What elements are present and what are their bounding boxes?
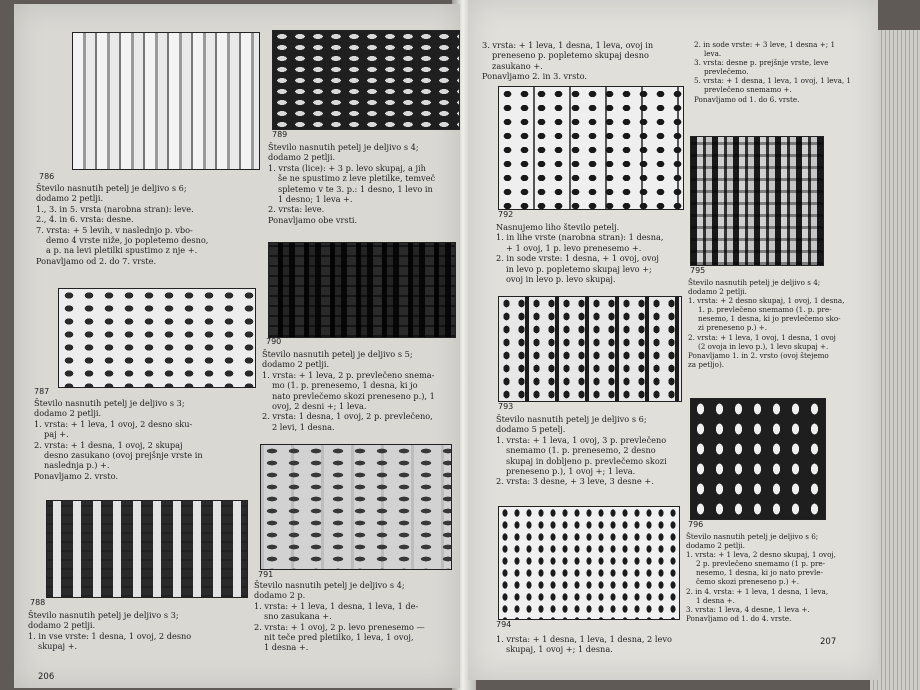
text-line: preneseno p.), 1 ovoj +; 1 leva. (506, 466, 636, 477)
text-line: 1. in lihe vrste (narobna stran): 1 desna, (496, 232, 664, 243)
text-line: Ponavljamo 2. in 3. vrsto. (482, 71, 587, 82)
text-line: dodamo 5 petelj. (496, 424, 566, 435)
text-line: čemo skozi preneseno p.) +. (696, 577, 800, 587)
knit-photo-791 (260, 444, 452, 570)
text-line: dodamo 2 petlji. (28, 620, 96, 631)
text-line: skupaj, 1 ovoj +; 1 desna. (506, 644, 613, 655)
text-line: 1. vrsta: + 1 leva, 2 p. prevlečeno snema- (262, 369, 435, 380)
text-line: Število nasnutih petelj je deljivo s 6; (36, 183, 187, 193)
figure-number: 790 (266, 337, 282, 346)
text-line: prevlečeno snemamo +. (704, 85, 792, 95)
pattern-text-796 (686, 532, 836, 623)
pattern-text-788 (28, 610, 191, 652)
text-line: spletemo v te 3. p.: 1 desno, 1 levo in (278, 183, 433, 194)
knit-photo-794 (498, 506, 680, 620)
text-line: Število nasnutih petelj je deljivo s 4; (688, 278, 821, 287)
text-line: 3. vrsta: desne p. prejšnje vrste, leve (694, 58, 829, 68)
knit-photo-795 (690, 136, 824, 266)
text-line: 2. in 4. vrsta: + 1 leva, 1 desna, 1 leva, (686, 586, 829, 596)
text-line: 1. vrsta: + 1 leva, 1 desna, 1 leva, 1 de- (254, 600, 419, 611)
text-line: 1. vrsta: + 1 leva, 1 ovoj, 2 desno sku- (34, 418, 193, 429)
knit-photo-796 (690, 398, 826, 520)
text-line: 1. vrsta: + 2 desno skupaj, 1 ovoj, 1 desna, (688, 296, 845, 306)
pattern-text-792 (496, 222, 664, 284)
text-line: Število nasnutih petelj je deljivo s 5; (262, 349, 413, 359)
text-line: a p. na levi pletilki spustimo z nje +. (46, 245, 198, 256)
text-line: Ponavljamo 1. in 2. vrsto (ovoj štejemo (688, 350, 829, 360)
figure-number: 789 (272, 130, 288, 139)
pattern-text-795 (688, 278, 844, 369)
text-line: snemamo (1. p. prenesemo, 2 desno (506, 445, 656, 456)
right-page (468, 0, 878, 680)
text-line: skupaj +. (38, 641, 78, 652)
text-line: skupaj in dobljeno p. prevlečemo skozi (506, 455, 667, 466)
text-line: 1. in vse vrste: 1 desna, 1 ovoj, 2 desno (28, 630, 192, 641)
text-line: ovoj in levo p. levo skupaj. (506, 274, 616, 285)
knit-photo-793 (498, 296, 682, 402)
figure-number: 795 (690, 266, 706, 275)
pattern-text-786 (36, 183, 208, 266)
text-line: 2. in sode vrste: + 3 leve, 1 desna +; 1 (694, 40, 836, 49)
text-line: 2. vrsta: + 1 desna, 1 ovoj, 2 skupaj (34, 439, 183, 450)
text-line: 3. vrsta: + 1 leva, 1 desna, 1 leva, ovoj in (482, 40, 654, 50)
text-line: dodamo 2 petlji. (268, 152, 336, 163)
text-line: Nasnujemo liho število petelj. (496, 222, 620, 232)
figure-number: 786 (39, 172, 55, 181)
text-line: 2. in sode vrste: 1 desna, + 1 ovoj, ovoj (496, 253, 659, 264)
knit-photo-788 (46, 500, 248, 598)
text-line: Število nasnutih petelj je deljivo s 4; (254, 580, 405, 590)
knit-photo-789 (272, 30, 460, 130)
text-line: 1. vrsta: + 1 leva, 1 ovoj, 3 p. prevlečeno (496, 434, 667, 445)
figure-number: 792 (498, 210, 514, 219)
text-line: dodamo 2 petlji. (34, 408, 102, 419)
pattern-text-793 (496, 414, 667, 487)
text-line: sno zasukana +. (264, 611, 332, 622)
text-line: 1. vrsta: + 1 desna, 1 leva, 1 desna, 2 levo (496, 634, 672, 644)
text-line: 2. vrsta: 3 desne, + 3 leve, 3 desne +. (496, 476, 654, 487)
text-line: dodamo 2 petlji. (262, 359, 330, 370)
text-line: dodamo 2 petlji. (36, 193, 104, 204)
text-line: nit teče pred pletilko, 1 leva, 1 ovoj, (264, 632, 414, 643)
text-line: 3. vrsta: 1 leva, 4 desne, 1 leva +. (686, 604, 810, 614)
text-line: Število nasnutih petelj je deljivo s 3; (28, 610, 179, 620)
figure-number: 793 (498, 402, 514, 411)
text-line: 2., 4. in 6. vrsta: desne. (36, 214, 134, 225)
text-line: zi preneseno p.) +. (698, 323, 768, 333)
knit-photo-790 (268, 242, 456, 338)
knit-photo-786 (72, 32, 260, 170)
text-line: nato prevlečemo skozi preneseno p.), 1 (272, 390, 435, 401)
figure-number: 796 (688, 520, 704, 529)
page-number: 206 (38, 672, 55, 682)
text-line: dodamo 2 petlji. (688, 287, 747, 297)
text-line: prevlečemo. (704, 67, 749, 77)
continued-text (694, 40, 851, 104)
text-line: zasukano +. (492, 60, 543, 71)
figure-number: 788 (30, 598, 46, 607)
text-line: demo 4 vrste niže, jo popletemo desno, (46, 235, 209, 246)
text-line: (2 ovoja in levo p.), 1 levo skupaj +. (698, 341, 829, 351)
text-line: nesemo, 1 desna, ki jo nato prevle- (696, 568, 823, 578)
text-line: 1 desna +. (264, 642, 309, 653)
pattern-text-794 (496, 634, 672, 655)
figure-number: 791 (258, 570, 274, 579)
text-line: Ponavljamo od 2. do 7. vrste. (36, 255, 157, 266)
text-line: 7. vrsta: + 5 levih, v naslednjo p. vbo- (36, 224, 193, 235)
text-line: in levo p. popletemo skupaj levo +; (506, 263, 652, 274)
page-number: 207 (820, 637, 837, 647)
text-line: Ponavljamo 2. vrsto. (34, 470, 119, 481)
text-line: 2. vrsta: leve. (268, 204, 325, 215)
text-line: za petljo). (688, 359, 725, 369)
pattern-text-790 (262, 349, 435, 432)
continued-text (482, 40, 653, 82)
text-line: dodamo 2 p. (254, 590, 306, 601)
text-line: 5. vrsta: + 1 desna, 1 leva, 1 ovoj, 1 leva, 1 (694, 76, 851, 86)
text-line: 2. vrsta: + 1 ovoj, 2 p. levo prenesemo — (254, 621, 425, 632)
text-line: ovoj, 2 desni +; 1 leva. (272, 401, 367, 412)
text-line: še ne spustimo z leve pletilke, temveč (278, 173, 436, 184)
text-line: dodamo 2 petlji. (686, 541, 745, 551)
text-line: 2. vrsta: 1 desna, 1 ovoj, 2 p. prevlečeno, (262, 411, 433, 422)
text-line: desno zasukano (ovoj prejšnje vrste in (44, 450, 203, 461)
text-line: Ponavljamo od 1. do 4. vrste. (686, 613, 792, 623)
left-page (14, 4, 460, 688)
text-line: mo (1. p. prenesemo, 1 desna, ki jo (272, 380, 418, 391)
text-line: 1. vrsta (lice): + 3 p. levo skupaj, a jih (268, 162, 426, 173)
figure-number: 794 (496, 620, 512, 629)
text-line: paj +. (44, 429, 69, 440)
text-line: Število nasnutih petelj je deljivo s 3; (34, 398, 185, 408)
text-line: 1. vrsta: + 1 leva, 2 desno skupaj, 1 ovoj, (686, 550, 836, 560)
text-line: Število nasnutih petelj je deljivo s 6; (496, 414, 647, 424)
text-line: Ponavljamo od 1. do 6. vrste. (694, 94, 800, 104)
text-line: 1. p. prevlečeno snemamo (1. p. pre- (698, 305, 832, 315)
text-line: 1., 3. in 5. vrsta (narobna stran): leve. (36, 203, 194, 214)
text-line: Število nasnutih petelj je deljivo s 6; (686, 532, 819, 541)
text-line: leva. (704, 49, 722, 59)
text-line: nesemo, 1 desna, ki jo prevlečemo sko- (698, 314, 841, 324)
text-line: + 1 ovoj, 1 p. levo prenesemo +. (506, 242, 642, 253)
text-line: Število nasnutih petelj je deljivo s 4; (268, 142, 419, 152)
pattern-text-791 (254, 580, 425, 653)
text-line: 2 levi, 1 desna. (272, 421, 335, 432)
pattern-text-787 (34, 398, 203, 481)
figure-number: 787 (34, 387, 50, 396)
knit-photo-787 (58, 288, 256, 388)
text-line: Ponavljamo obe vrsti. (268, 214, 358, 225)
text-line: preneseno p. popletemo skupaj desno (492, 50, 649, 61)
text-line: 1 desna +. (696, 595, 735, 605)
text-line: 1 desno; 1 leva +. (278, 194, 353, 205)
text-line: naslednja p.) +. (44, 460, 110, 471)
text-line: 2 p. prevlečeno snemamo (1 p. pre- (696, 559, 826, 569)
text-line: 2. vrsta: + 1 leva, 1 ovoj, 1 desna, 1 ovoj (688, 332, 836, 342)
pattern-text-789 (268, 142, 435, 225)
knit-photo-792 (498, 86, 684, 210)
